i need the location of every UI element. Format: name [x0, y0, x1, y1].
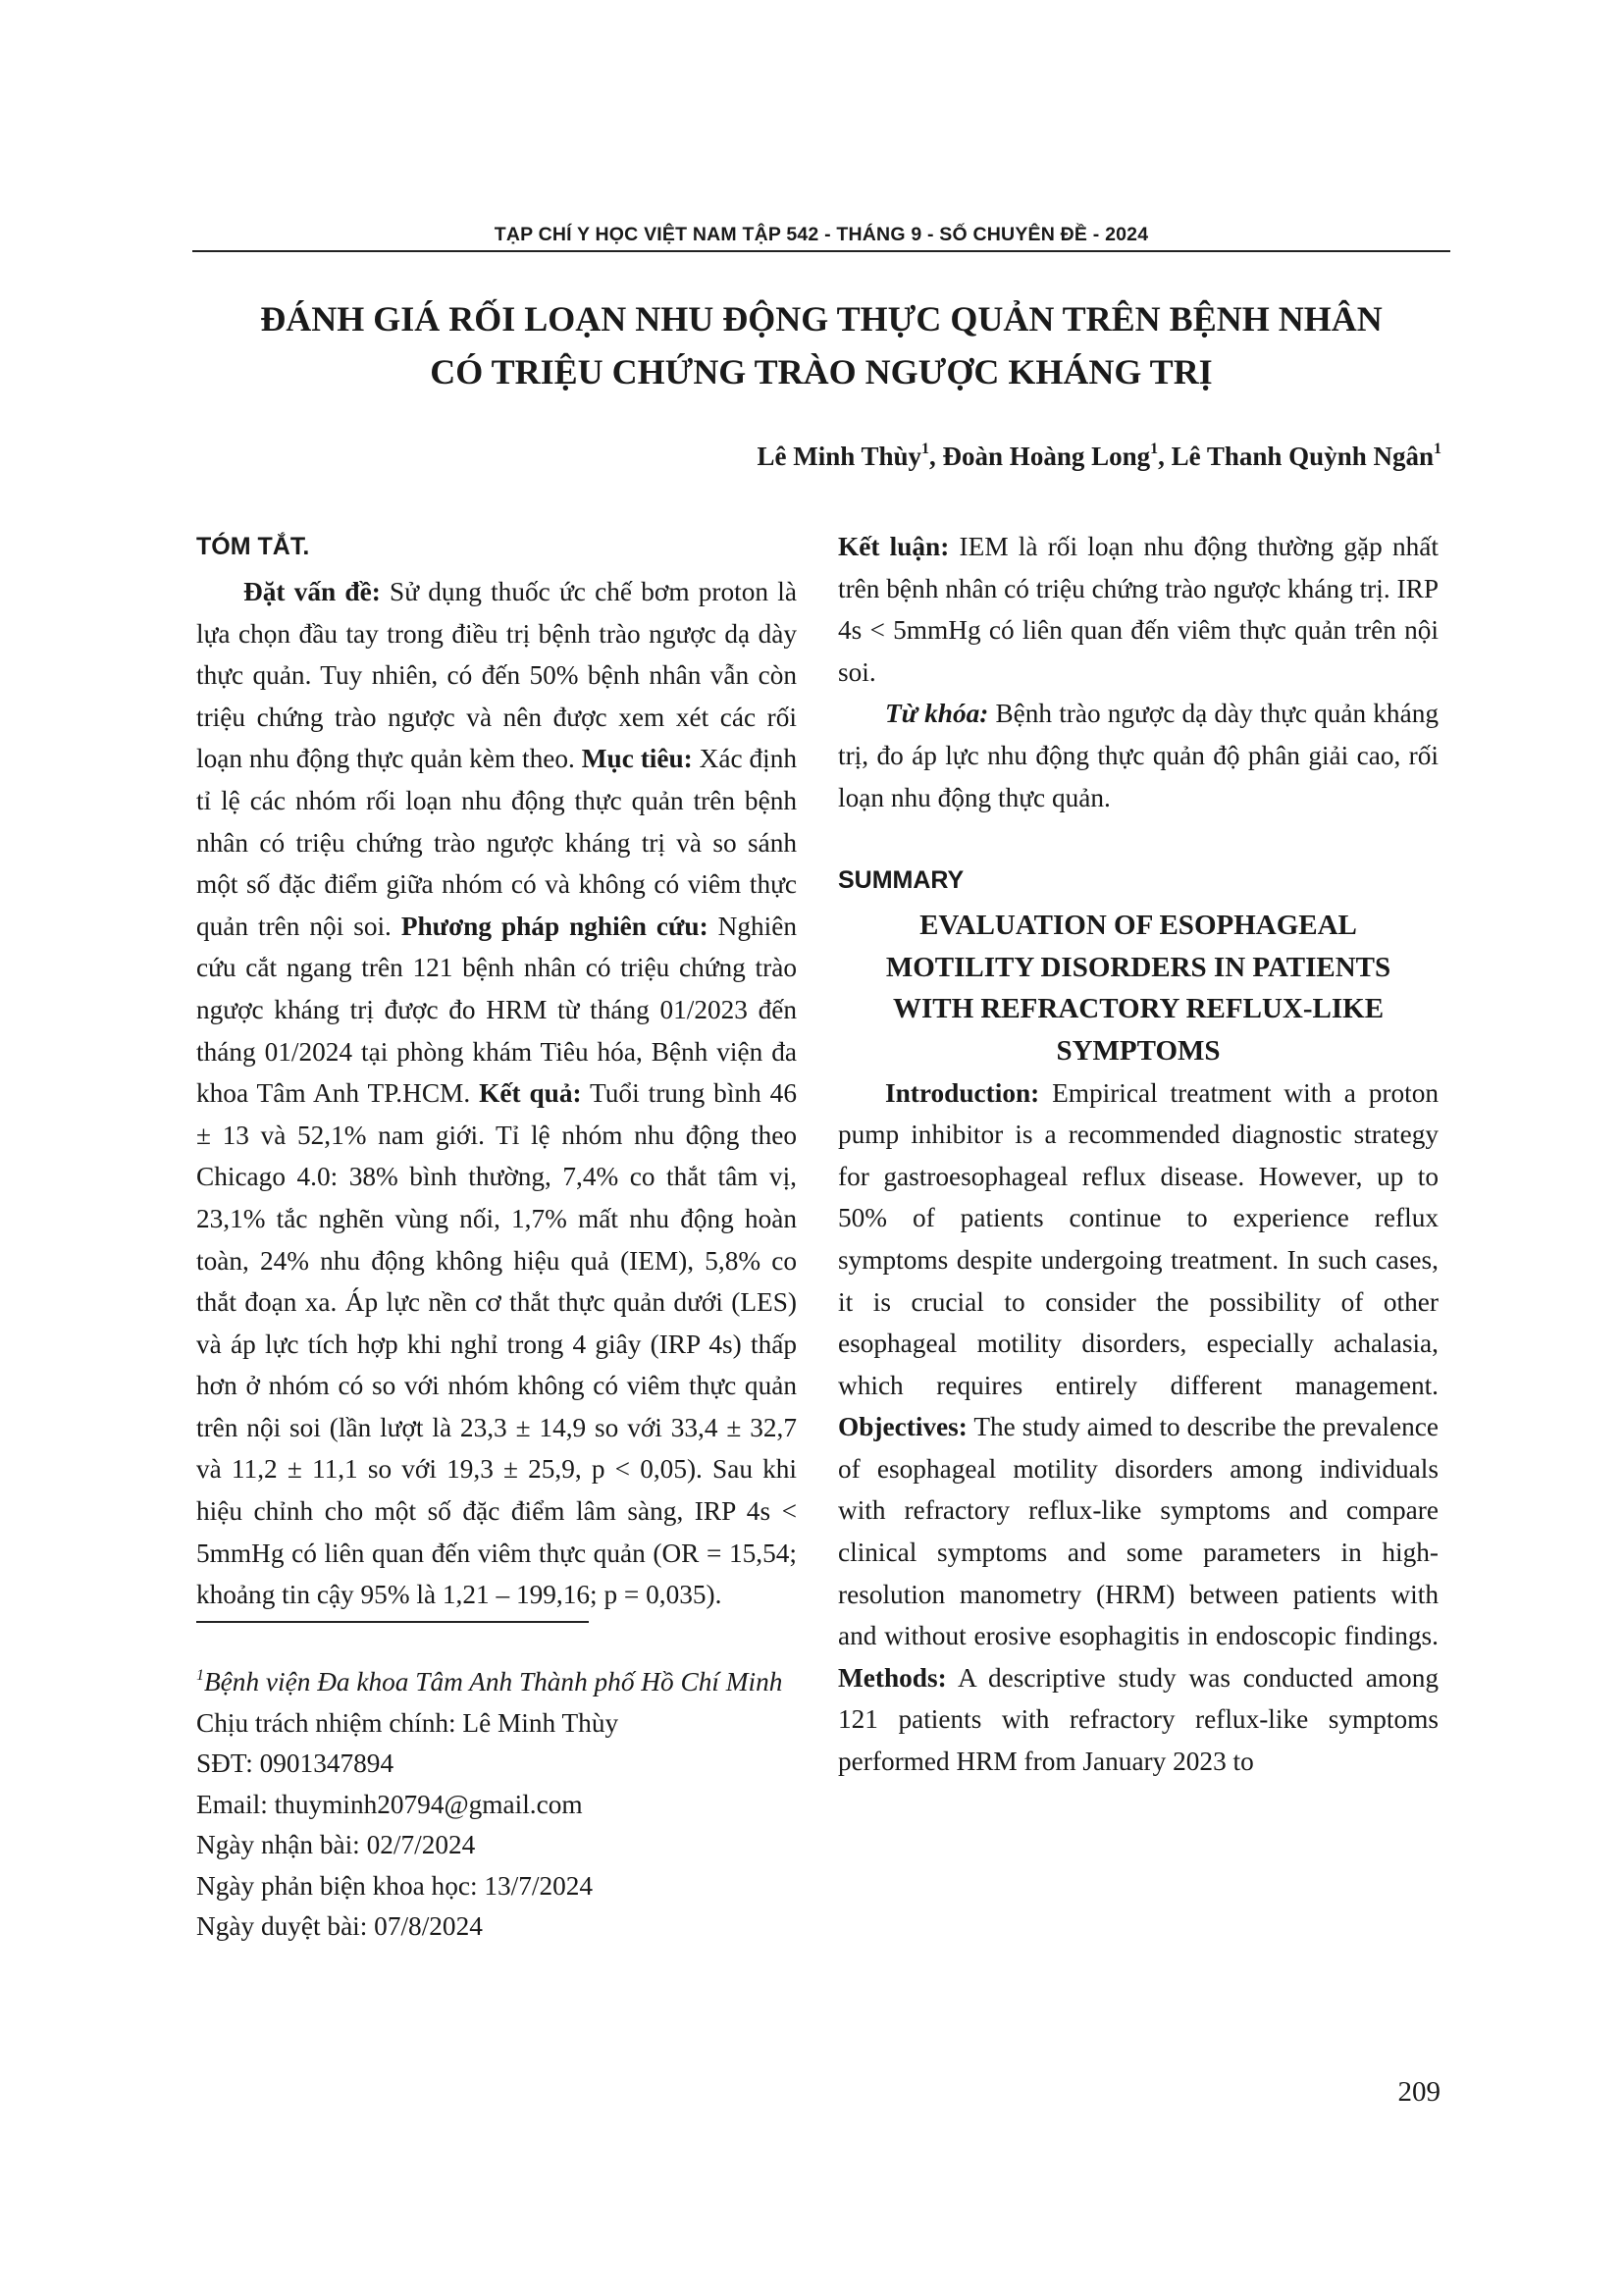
en-objectives-text: The study aimed to describe the prevalence of esophageal motility disorders among individuals with refractory reflux-like symptoms and compare clinical symptoms and some parameters in high-resolution manometry (HRM) between patients with and without erosive esophagitis in endoscopic findings.: [838, 1412, 1439, 1651]
article-title: [192, 292, 1450, 398]
en-methods-text: A descriptive study was conducted among 121 patients with refractory reflux-like symptoms performed HRM from January 2023 to: [838, 1662, 1439, 1777]
footnote-accepted: Ngày duyệt bài: 07/8/2024: [196, 1911, 483, 1941]
running-header: TẠP CHÍ Y HỌC VIỆT NAM TẬP 542 - THÁNG 9 - SỐ CHUYÊN ĐỀ - 2024: [494, 224, 1149, 245]
footnote-email: Email: thuyminh20794@gmail.com: [196, 1789, 583, 1819]
en-objectives-label: Objectives:: [838, 1412, 968, 1442]
article-title-line-2: CÓ TRIỆU CHỨNG TRÀO NGƯỢC KHÁNG TRỊ: [430, 352, 1213, 391]
vn-methods-text: Nghiên cứu cắt ngang trên 121 bệnh nhân có triệu chứng trào ngược kháng trị được đo HRM từ tháng 01/2023 đến tháng 01/2024 tại phòng khám Tiêu hóa, Bệnh viện đa khoa Tâm Anh TP.HCM.: [196, 911, 797, 1109]
author-affiliation-mark: 1: [921, 441, 930, 457]
vn-methods-label: Phương pháp nghiên cứu:: [400, 911, 708, 941]
en-methods-label: Methods:: [838, 1662, 947, 1693]
vn-keywords: [838, 693, 1439, 818]
header-rule: [192, 250, 1450, 252]
author-name: Đoàn Hoàng Long: [942, 442, 1151, 471]
vn-objective-label: Mục tiêu:: [581, 744, 693, 774]
author-list: [757, 442, 1441, 472]
vn-keywords-text: Bệnh trào ngược dạ dày thực quản kháng trị, đo áp lực nhu động thực quản độ phân giải cao, rối loạn nhu động thực quản.: [838, 699, 1439, 812]
vn-results-label: Kết quả:: [479, 1078, 582, 1109]
footnote-rule: [196, 1621, 589, 1623]
footnote-affiliation-text: Bệnh viện Đa khoa Tâm Anh Thành phố Hồ Chí Minh: [204, 1667, 783, 1696]
vn-intro-label: Đặt vấn đề:: [243, 577, 381, 606]
en-abstract-body: [838, 1072, 1439, 1783]
vn-results-text: Tuổi trung bình 46 ± 13 và 52,1% nam giới. Tỉ lệ nhóm nhu động theo Chicago 4.0: 38% bình thường, 7,4% co thắt tâm vị, 23,1% tắc nghẽn vùng nối, 1,7% mất nhu động hoàn toàn, 24% nhu động không hiệu quả (IEM), 5,8% co thắt đoạn xa. Áp lực nền cơ thắt thực quản dưới (LES) và áp lực tích hợp khi nghỉ trong 4 giây (IRP 4s) thấp hơn ở nhóm có so với nhóm không có viêm thực quản trên nội soi (lần lượt là 23,3 ± 14,9 so với 33,4 ± 32,7 và 11,2 ± 11,1 so với 19,3 ± 25,9, p < 0,05). Sau khi hiệu chỉnh cho một số đặc điểm lâm sàng, IRP 4s < 5mmHg có liên quan đến viêm thực quản (OR = 15,54; khoảng tin cậy 95% là 1,21 – 199,16; p = 0,035).: [196, 1078, 797, 1610]
vn-intro-text: Sử dụng thuốc ức chế bơm proton là lựa chọn đầu tay trong điều trị bệnh trào ngược dạ dày thực quản. Tuy nhiên, có đến 50% bệnh nhân vẫn còn triệu chứng trào ngược và nên được xem xét các rối loạn nhu động thực quản kèm theo.: [196, 577, 797, 774]
right-column: [838, 526, 1439, 1783]
en-intro-label: Introduction:: [885, 1077, 1040, 1108]
section-spacer: [838, 818, 1439, 860]
vn-objective-text: Xác định tỉ lệ các nhóm rối loạn nhu động thực quản trên bệnh nhân có triệu chứng trào ngược kháng trị và so sánh một số đặc điểm giữa nhóm có và không có viêm thực quản trên nội soi.: [196, 744, 798, 941]
footnote-affiliation-mark: 1: [196, 1667, 204, 1684]
en-title-line-3: WITH REFRACTORY REFLUX-LIKE: [892, 993, 1385, 1025]
author-affiliation-mark: 1: [1434, 441, 1441, 457]
en-abstract-heading: SUMMARY: [838, 866, 965, 895]
author-name: Lê Thanh Quỳnh Ngân: [1171, 442, 1434, 471]
author-separator: ,: [1158, 442, 1172, 471]
footnote-corresponding: Chịu trách nhiệm chính: Lê Minh Thùy: [196, 1707, 619, 1738]
vn-conclusion-label: Kết luận:: [838, 532, 950, 561]
footnotes: [196, 1662, 805, 1948]
left-column: [196, 526, 797, 1616]
footnote-phone: SĐT: 0901347894: [196, 1748, 394, 1778]
author-name: Lê Minh Thùy: [757, 442, 922, 471]
article-title-line-1: ĐÁNH GIÁ RỐI LOẠN NHU ĐỘNG THỰC QUẢN TRÊN BỆNH NHÂN: [260, 299, 1383, 339]
author-affiliation-mark: 1: [1150, 441, 1159, 457]
vn-abstract-continuation: [838, 526, 1439, 693]
en-title-line-4: SYMPTOMS: [1056, 1034, 1221, 1067]
vn-abstract-heading: TÓM TẮT.: [196, 533, 310, 560]
vn-conclusion-text: IEM là rối loạn nhu động thường gặp nhất trên bệnh nhân có triệu chứng trào ngược kháng trị. IRP 4s < 5mmHg có liên quan đến viêm thực quản trên nội soi.: [838, 532, 1439, 687]
footnote-affiliation: [196, 1662, 805, 1703]
vn-abstract-body: [196, 571, 797, 1616]
footnote-reviewed: Ngày phản biện khoa học: 13/7/2024: [196, 1870, 594, 1901]
author-separator: ,: [929, 442, 943, 471]
footnote-received: Ngày nhận bài: 02/7/2024: [196, 1830, 476, 1859]
en-title-line-2: MOTILITY DISORDERS IN PATIENTS: [885, 951, 1391, 983]
en-intro-text: Empirical treatment with a proton pump inhibitor is a recommended diagnostic strategy for gastroesophageal reflux disease. However, up to 50% of patients continue to experience reflux symptoms despite undergoing treatment. In such cases, it is crucial to consider the possibility of other esophageal motility disorders, especially achalasia, which requires entirely different management.: [838, 1077, 1439, 1400]
vn-keywords-label: Từ khóa:: [885, 699, 989, 729]
en-title-line-1: EVALUATION OF ESOPHAGEAL: [919, 910, 1357, 942]
page-number: 209: [1397, 2076, 1441, 2108]
